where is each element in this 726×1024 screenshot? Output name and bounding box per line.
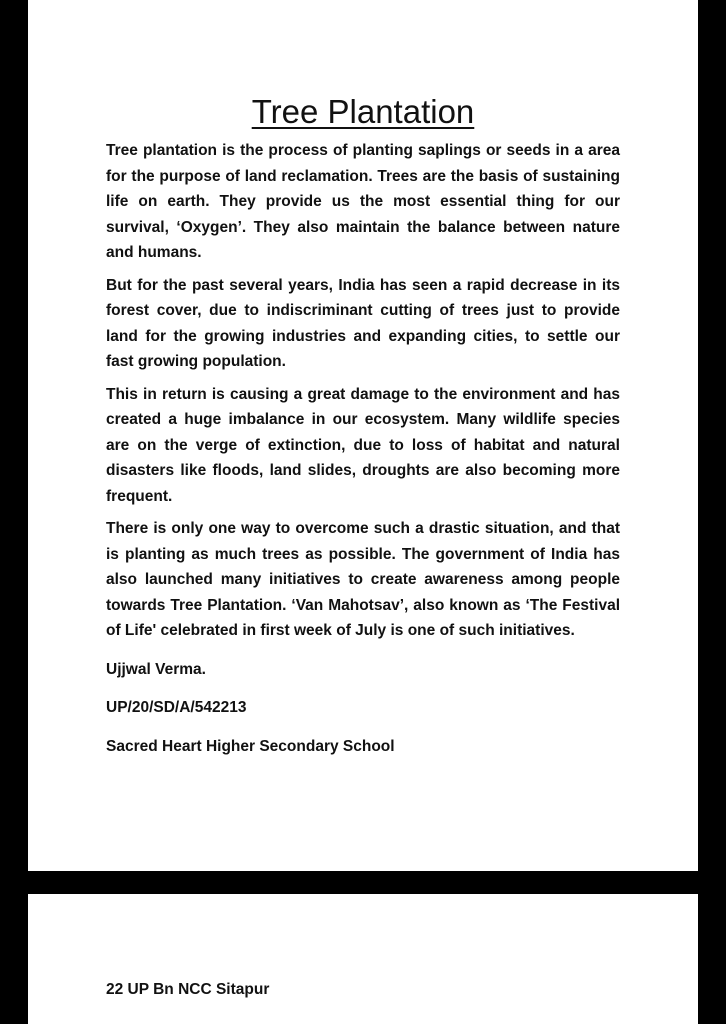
author-school: Sacred Heart Higher Secondary School [106, 737, 395, 755]
document-page-2 [28, 894, 698, 1024]
author-name: Ujjwal Verma. [106, 660, 206, 678]
paragraph-3: This in return is causing a great damage to the environment and has created a huge imbalance in our ecosystem. Many wildlife species are on the verge of extinction, due to loss of habitat and natural disasters like floods, land slides, droughts are also becoming more frequent. [106, 385, 620, 505]
document-body [106, 138, 620, 772]
paragraph-1: Tree plantation is the process of planting saplings or seeds in a area for the purpose of land reclamation. Trees are the basis of sustaining life on earth. They provide us the most essential thing for our survival, ‘Oxygen’. They also maintain the balance between nature and humans. [106, 142, 620, 261]
document-page-1 [28, 0, 698, 871]
document-title: Tree Plantation [251, 93, 475, 130]
paragraph-2: But for the past several years, India has seen a rapid decrease in its forest cover, due to indiscriminant cutting of trees just to provide land for the growing industries and expanding cities, to settle our fast growing population. [106, 276, 620, 370]
author-id: UP/20/SD/A/542213 [106, 699, 247, 716]
paragraph-4: There is only one way to overcome such a drastic situation, and that is planting as much trees as possible. The government of India has also launched many initiatives to create awareness among people towards Tree Plantation. ‘Van Mahotsav’, also known as ‘The Festival of Life' celebrated in first week of July is one of such initiatives. [106, 520, 620, 639]
footer-unit: 22 UP Bn NCC Sitapur [106, 981, 270, 998]
